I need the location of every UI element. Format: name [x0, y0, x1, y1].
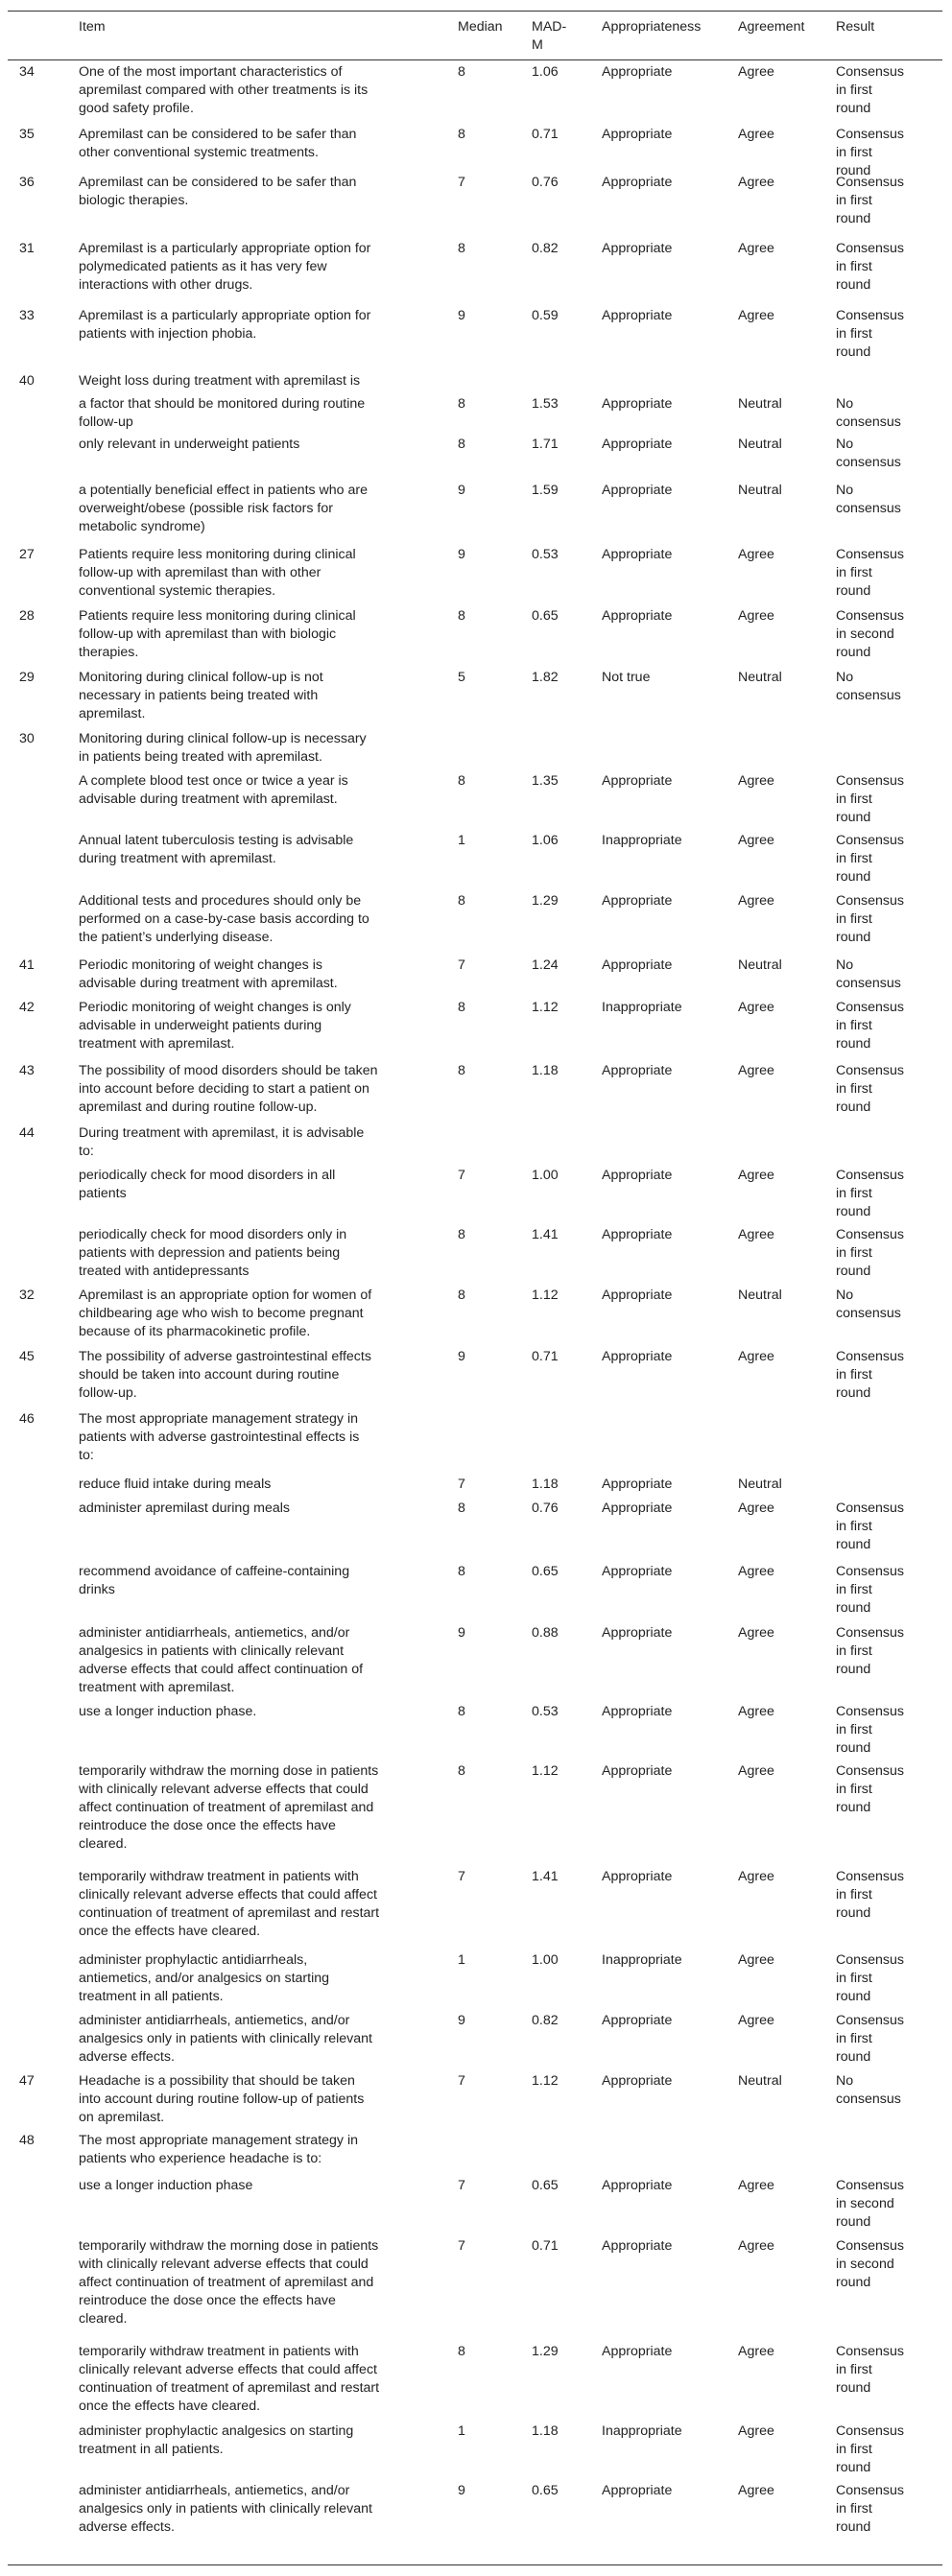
row-median: 8	[458, 1288, 465, 1303]
row-agreement: Agree	[738, 2013, 774, 2028]
row-median: 8	[458, 1501, 465, 1516]
row-agreement: Agree	[738, 773, 774, 789]
row-result: Consensus in first round	[836, 2423, 904, 2475]
row-result: No consensus	[836, 670, 901, 703]
row-result: No consensus	[836, 396, 901, 430]
row-id: 41	[19, 957, 35, 973]
row-result: Consensus in first round	[836, 893, 904, 945]
row-agreement: Agree	[738, 1227, 774, 1242]
row-appropriateness: Inappropriate	[602, 1000, 682, 1015]
row-appropriateness: Appropriate	[602, 957, 673, 973]
row-appropriateness: Appropriate	[602, 1869, 673, 1884]
row-item: Monitoring during clinical follow-up is necessary in patients being treated with apremilast.	[79, 731, 367, 765]
row-median: 7	[458, 1869, 465, 1884]
row-result: No consensus	[836, 1288, 901, 1321]
row-result: Consensus in first round	[836, 1168, 904, 1219]
row-median: 9	[458, 1625, 465, 1641]
row-mad-m: 0.82	[532, 2013, 559, 2028]
row-appropriateness: Appropriate	[602, 308, 673, 323]
row-appropriateness: Appropriate	[602, 547, 673, 562]
row-mad-m: 0.65	[532, 2178, 559, 2193]
row-appropriateness: Appropriate	[602, 2178, 673, 2193]
row-result: Consensus in first round	[836, 175, 904, 226]
row-median: 8	[458, 1063, 465, 1078]
row-item: temporarily withdraw the morning dose in patients with clinically relevant adverse effects that could affect continuation of treatment of apremilast and reintroduce the dose once the effects have cleared.	[79, 2238, 379, 2327]
row-mad-m: 0.76	[532, 175, 559, 190]
row-result: Consensus in first round	[836, 2013, 904, 2065]
row-mad-m: 0.53	[532, 547, 559, 562]
header-item: Item	[79, 19, 106, 35]
row-appropriateness: Appropriate	[602, 1501, 673, 1516]
row-agreement: Neutral	[738, 437, 782, 452]
row-median: 8	[458, 241, 465, 256]
row-result: No consensus	[836, 483, 901, 516]
row-mad-m: 1.82	[532, 670, 559, 685]
row-mad-m: 1.53	[532, 396, 559, 412]
row-item: administer apremilast during meals	[79, 1501, 290, 1516]
row-result: Consensus in first round	[836, 1625, 904, 1677]
header-result: Result	[836, 19, 875, 35]
row-median: 9	[458, 1349, 465, 1364]
row-item: administer antidiarrheals, antiemetics, and/or analgesics only in patients with clinically relevant adverse effects.	[79, 2013, 372, 2065]
row-result: Consensus in first round	[836, 547, 904, 599]
table-bottom-rule	[8, 2564, 942, 2565]
row-agreement: Neutral	[738, 1477, 782, 1492]
table-top-rule	[8, 11, 942, 12]
row-median: 7	[458, 1168, 465, 1183]
row-agreement: Agree	[738, 608, 774, 624]
row-agreement: Neutral	[738, 483, 782, 498]
row-item: The possibility of mood disorders should be taken into account before deciding to start a patient on apremilast and during routine follow-up.	[79, 1063, 378, 1115]
row-mad-m: 0.76	[532, 1501, 559, 1516]
row-result: Consensus in second round	[836, 2238, 904, 2290]
row-agreement: Agree	[738, 241, 774, 256]
row-appropriateness: Appropriate	[602, 1349, 673, 1364]
row-agreement: Agree	[738, 1063, 774, 1078]
row-item: reduce fluid intake during meals	[79, 1477, 272, 1492]
row-appropriateness: Appropriate	[602, 2073, 673, 2089]
row-mad-m: 1.71	[532, 437, 559, 452]
row-result: No consensus	[836, 2073, 901, 2107]
row-median: 9	[458, 2013, 465, 2028]
row-median: 9	[458, 483, 465, 498]
row-appropriateness: Appropriate	[602, 2483, 673, 2498]
row-item: During treatment with apremilast, it is advisable to:	[79, 1125, 365, 1159]
row-mad-m: 1.24	[532, 957, 559, 973]
row-id: 44	[19, 1125, 35, 1141]
row-mad-m: 1.41	[532, 1869, 559, 1884]
row-result: Consensus in first round	[836, 773, 904, 825]
row-item: The most appropriate management strategy in patients who experience headache is to:	[79, 2133, 358, 2166]
row-appropriateness: Appropriate	[602, 483, 673, 498]
row-appropriateness: Appropriate	[602, 1477, 673, 1492]
row-id: 48	[19, 2133, 35, 2148]
row-agreement: Neutral	[738, 2073, 782, 2089]
row-median: 8	[458, 396, 465, 412]
row-id: 47	[19, 2073, 35, 2089]
row-item: Patients require less monitoring during clinical follow-up with apremilast than with biologic therapies.	[79, 608, 356, 660]
row-appropriateness: Appropriate	[602, 608, 673, 624]
row-id: 35	[19, 127, 35, 142]
row-agreement: Neutral	[738, 957, 782, 973]
row-agreement: Agree	[738, 127, 774, 142]
row-agreement: Agree	[738, 833, 774, 848]
row-median: 8	[458, 1564, 465, 1579]
row-result: Consensus in first round	[836, 2483, 904, 2535]
row-item: temporarily withdraw treatment in patients with clinically relevant adverse effects that could affect continuation of treatment of apremilast and restart once the effects have cleared.	[79, 1869, 380, 1939]
row-agreement: Agree	[738, 1168, 774, 1183]
row-median: 7	[458, 175, 465, 190]
row-mad-m: 1.18	[532, 1063, 559, 1078]
row-result: Consensus in first round	[836, 1000, 904, 1052]
row-mad-m: 0.71	[532, 1349, 559, 1364]
header-appropriateness: Appropriateness	[602, 19, 702, 35]
row-item: administer antidiarrheals, antiemetics, and/or analgesics in patients with clinically relevant adverse effects that could affect continuation of treatment with apremilast.	[79, 1625, 364, 1695]
row-mad-m: 0.65	[532, 608, 559, 624]
header-mad-m: MAD- M	[532, 19, 567, 53]
row-mad-m: 1.29	[532, 893, 559, 909]
row-item: temporarily withdraw the morning dose in patients with clinically relevant adverse effects that could affect continuation of treatment of apremilast and reintroduce the dose once the effects have cleared.	[79, 1763, 379, 1852]
row-item: Periodic monitoring of weight changes is advisable during treatment with apremilast.	[79, 957, 338, 991]
row-agreement: Agree	[738, 1564, 774, 1579]
row-result: Consensus in second round	[836, 608, 904, 660]
row-item: One of the most important characteristics of apremilast compared with other treatments is its good safety profile.	[79, 64, 369, 116]
row-id: 31	[19, 241, 35, 256]
row-item: Weight loss during treatment with apremilast is	[79, 373, 361, 389]
row-median: 9	[458, 308, 465, 323]
row-mad-m: 0.71	[532, 2238, 559, 2254]
row-appropriateness: Appropriate	[602, 1063, 673, 1078]
row-median: 8	[458, 1763, 465, 1779]
row-item: Monitoring during clinical follow-up is not necessary in patients being treated with apremilast.	[79, 670, 323, 721]
row-median: 9	[458, 2483, 465, 2498]
row-item: use a longer induction phase.	[79, 1704, 257, 1719]
row-mad-m: 0.71	[532, 127, 559, 142]
row-agreement: Agree	[738, 1869, 774, 1884]
row-mad-m: 1.35	[532, 773, 559, 789]
row-appropriateness: Appropriate	[602, 64, 673, 80]
row-appropriateness: Inappropriate	[602, 1952, 682, 1968]
row-mad-m: 0.88	[532, 1625, 559, 1641]
row-id: 33	[19, 308, 35, 323]
row-median: 8	[458, 1227, 465, 1242]
row-agreement: Agree	[738, 175, 774, 190]
row-id: 32	[19, 1288, 35, 1303]
row-appropriateness: Appropriate	[602, 241, 673, 256]
row-mad-m: 1.18	[532, 2423, 559, 2439]
row-result: Consensus in second round	[836, 2178, 904, 2230]
row-mad-m: 1.06	[532, 833, 559, 848]
row-item: Apremilast is a particularly appropriate option for polymedicated patients as it has very few interactions with other drugs.	[79, 241, 371, 293]
row-appropriateness: Appropriate	[602, 127, 673, 142]
row-appropriateness: Appropriate	[602, 1625, 673, 1641]
row-agreement: Agree	[738, 2238, 774, 2254]
row-item: Apremilast can be considered to be safer than biologic therapies.	[79, 175, 357, 208]
row-mad-m: 1.12	[532, 1000, 559, 1015]
row-agreement: Agree	[738, 308, 774, 323]
row-result: Consensus in first round	[836, 1952, 904, 2004]
row-appropriateness: Appropriate	[602, 773, 673, 789]
row-agreement: Agree	[738, 1952, 774, 1968]
row-item: use a longer induction phase	[79, 2178, 253, 2193]
row-result: Consensus in first round	[836, 308, 904, 360]
row-id: 29	[19, 670, 35, 685]
row-appropriateness: Inappropriate	[602, 833, 682, 848]
row-id: 46	[19, 1411, 35, 1427]
row-item: a potentially beneficial effect in patients who are overweight/obese (possible risk factors for metabolic syndrome)	[79, 483, 369, 534]
row-result: Consensus in first round	[836, 1063, 904, 1115]
row-item: only relevant in underweight patients	[79, 437, 300, 452]
row-median: 1	[458, 833, 465, 848]
row-result: Consensus in first round	[836, 1564, 904, 1616]
row-id: 28	[19, 608, 35, 624]
row-appropriateness: Appropriate	[602, 1288, 673, 1303]
row-result: Consensus in first round	[836, 1869, 904, 1921]
row-agreement: Agree	[738, 893, 774, 909]
row-id: 34	[19, 64, 35, 80]
row-item: administer antidiarrheals, antiemetics, and/or analgesics only in patients with clinically relevant adverse effects.	[79, 2483, 372, 2535]
row-result: No consensus	[836, 437, 901, 470]
row-agreement: Neutral	[738, 396, 782, 412]
row-item: administer prophylactic antidiarrheals, antiemetics, and/or analgesics on starting treatment in all patients.	[79, 1952, 330, 2004]
header-rule	[8, 59, 942, 60]
row-mad-m: 1.00	[532, 1168, 559, 1183]
row-item: periodically check for mood disorders only in patients with depression and patients being treated with antidepressants	[79, 1227, 347, 1279]
row-result: Consensus in first round	[836, 2344, 904, 2396]
row-mad-m: 1.12	[532, 1763, 559, 1779]
row-agreement: Agree	[738, 2483, 774, 2498]
row-mad-m: 0.59	[532, 308, 559, 323]
row-item: temporarily withdraw treatment in patients with clinically relevant adverse effects that could affect continuation of treatment of apremilast and restart once the effects have cleared.	[79, 2344, 380, 2414]
row-appropriateness: Appropriate	[602, 437, 673, 452]
row-median: 1	[458, 1952, 465, 1968]
row-agreement: Neutral	[738, 1288, 782, 1303]
row-median: 8	[458, 64, 465, 80]
row-result: No consensus	[836, 957, 901, 991]
row-agreement: Neutral	[738, 670, 782, 685]
row-item: A complete blood test once or twice a year is advisable during treatment with apremilast.	[79, 773, 348, 807]
row-id: 36	[19, 175, 35, 190]
row-median: 7	[458, 2238, 465, 2254]
row-appropriateness: Appropriate	[602, 175, 673, 190]
row-agreement: Agree	[738, 2344, 774, 2359]
row-appropriateness: Appropriate	[602, 1763, 673, 1779]
row-result: Consensus in first round	[836, 127, 904, 178]
row-agreement: Agree	[738, 64, 774, 80]
row-item: periodically check for mood disorders in all patients	[79, 1168, 336, 1201]
row-item: Patients require less monitoring during clinical follow-up with apremilast than with other conventional systemic therapies.	[79, 547, 356, 599]
row-median: 8	[458, 437, 465, 452]
row-appropriateness: Appropriate	[602, 2013, 673, 2028]
row-median: 9	[458, 547, 465, 562]
row-mad-m: 1.41	[532, 1227, 559, 1242]
row-item: The possibility of adverse gastrointestinal effects should be taken into account during routine follow-up.	[79, 1349, 371, 1401]
row-median: 8	[458, 1000, 465, 1015]
row-mad-m: 1.29	[532, 2344, 559, 2359]
row-item: The most appropriate management strategy in patients with adverse gastrointestinal effects is to:	[79, 1411, 360, 1463]
row-mad-m: 0.65	[532, 1564, 559, 1579]
row-agreement: Agree	[738, 1501, 774, 1516]
row-appropriateness: Appropriate	[602, 1168, 673, 1183]
row-mad-m: 0.53	[532, 1704, 559, 1719]
row-id: 42	[19, 1000, 35, 1015]
row-item: Additional tests and procedures should only be performed on a case-by-case basis according to the patient’s underlying disease.	[79, 893, 369, 945]
row-id: 27	[19, 547, 35, 562]
row-result: Consensus in first round	[836, 1501, 904, 1552]
row-median: 8	[458, 2344, 465, 2359]
row-agreement: Agree	[738, 1349, 774, 1364]
row-mad-m: 1.00	[532, 1952, 559, 1968]
row-result: Consensus in first round	[836, 1227, 904, 1279]
row-result: Consensus in first round	[836, 64, 904, 116]
header-agreement: Agreement	[738, 19, 805, 35]
row-mad-m: 1.59	[532, 483, 559, 498]
row-median: 8	[458, 608, 465, 624]
row-appropriateness: Appropriate	[602, 1704, 673, 1719]
row-mad-m: 0.82	[532, 241, 559, 256]
row-item: Apremilast is a particularly appropriate option for patients with injection phobia.	[79, 308, 371, 342]
row-appropriateness: Appropriate	[602, 1564, 673, 1579]
row-result: Consensus in first round	[836, 833, 904, 885]
row-appropriateness: Appropriate	[602, 2238, 673, 2254]
row-agreement: Agree	[738, 547, 774, 562]
row-mad-m: 1.12	[532, 2073, 559, 2089]
row-median: 7	[458, 2073, 465, 2089]
row-id: 30	[19, 731, 35, 746]
row-agreement: Agree	[738, 2423, 774, 2439]
row-id: 45	[19, 1349, 35, 1364]
row-result: Consensus in first round	[836, 1763, 904, 1815]
row-agreement: Agree	[738, 1763, 774, 1779]
row-result: Consensus in first round	[836, 241, 904, 293]
header-median: Median	[458, 19, 503, 35]
row-agreement: Agree	[738, 1625, 774, 1641]
row-item: Apremilast can be considered to be safer than other conventional systemic treatments.	[79, 127, 357, 160]
row-item: Apremilast is an appropriate option for women of childbearing age who wish to become pregnant because of its pharmacokinetic profile.	[79, 1288, 372, 1339]
row-item: recommend avoidance of caffeine-containing drinks	[79, 1564, 350, 1597]
row-result: Consensus in first round	[836, 1349, 904, 1401]
row-id: 40	[19, 373, 35, 389]
row-item: administer prophylactic analgesics on starting treatment in all patients.	[79, 2423, 354, 2457]
row-agreement: Agree	[738, 1000, 774, 1015]
row-median: 1	[458, 2423, 465, 2439]
row-median: 8	[458, 893, 465, 909]
row-agreement: Agree	[738, 1704, 774, 1719]
row-appropriateness: Appropriate	[602, 1227, 673, 1242]
row-median: 5	[458, 670, 465, 685]
row-median: 7	[458, 957, 465, 973]
row-mad-m: 1.18	[532, 1477, 559, 1492]
row-median: 7	[458, 1477, 465, 1492]
row-median: 7	[458, 2178, 465, 2193]
row-median: 8	[458, 1704, 465, 1719]
row-mad-m: 1.12	[532, 1288, 559, 1303]
row-appropriateness: Not true	[602, 670, 651, 685]
row-item: Annual latent tuberculosis testing is advisable during treatment with apremilast.	[79, 833, 354, 866]
row-appropriateness: Inappropriate	[602, 2423, 682, 2439]
row-median: 8	[458, 127, 465, 142]
row-mad-m: 0.65	[532, 2483, 559, 2498]
row-result: Consensus in first round	[836, 1704, 904, 1756]
row-appropriateness: Appropriate	[602, 893, 673, 909]
row-appropriateness: Appropriate	[602, 396, 673, 412]
row-item: Headache is a possibility that should be taken into account during routine follow-up of patients on apremilast.	[79, 2073, 365, 2125]
row-median: 8	[458, 773, 465, 789]
row-item: Periodic monitoring of weight changes is only advisable in underweight patients during treatment with apremilast.	[79, 1000, 351, 1052]
row-id: 43	[19, 1063, 35, 1078]
row-appropriateness: Appropriate	[602, 2344, 673, 2359]
row-mad-m: 1.06	[532, 64, 559, 80]
row-item: a factor that should be monitored during routine follow-up	[79, 396, 366, 430]
row-agreement: Agree	[738, 2178, 774, 2193]
